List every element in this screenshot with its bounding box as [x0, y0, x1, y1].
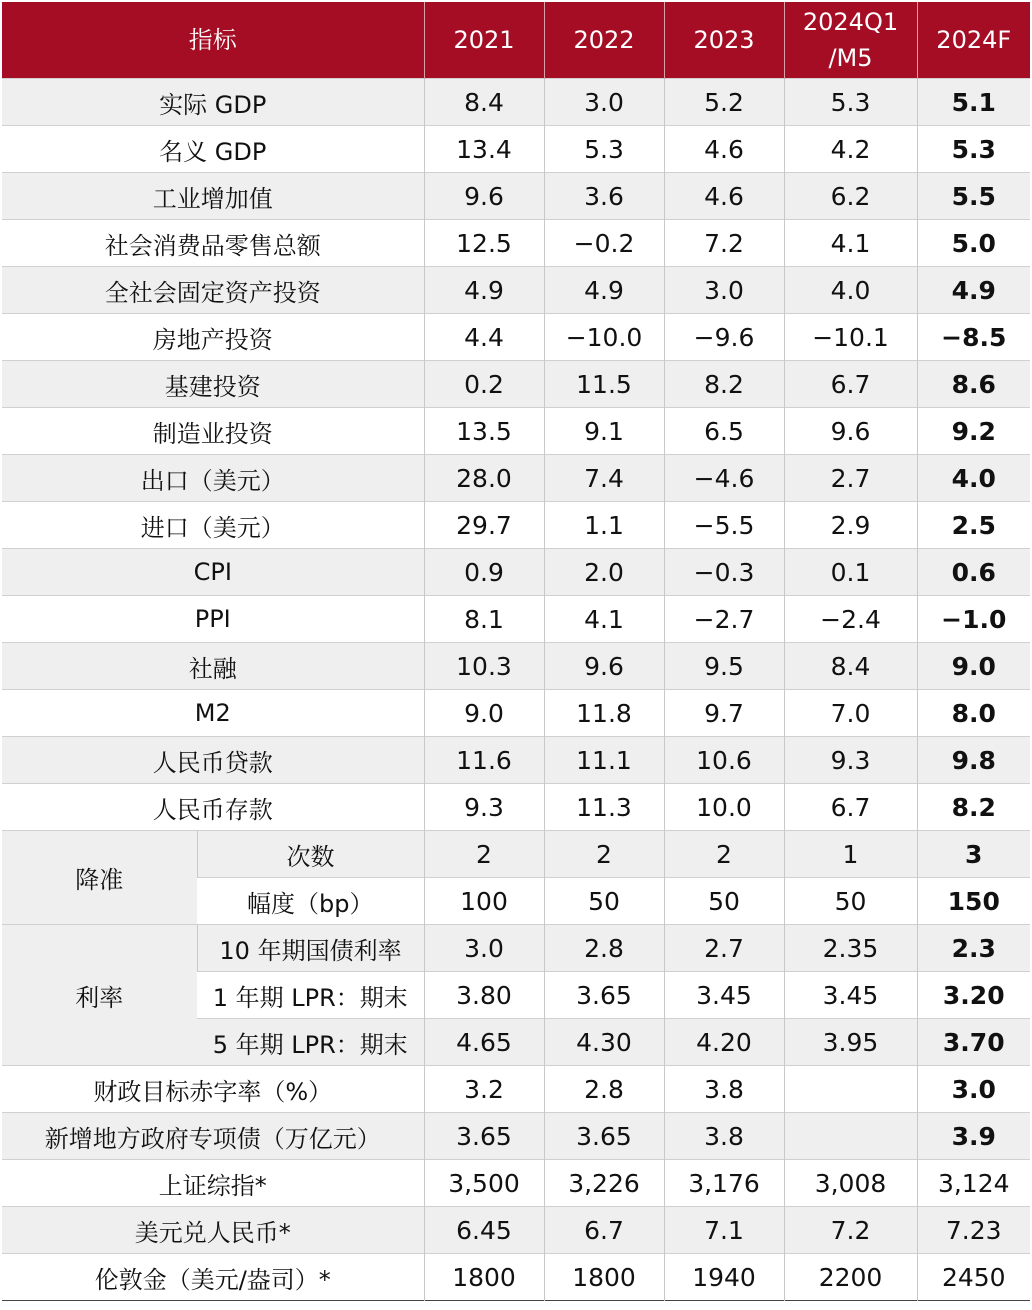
value-cell: −1.0 — [917, 596, 1030, 643]
value-cell: 7.4 — [544, 455, 664, 502]
value-cell: −0.3 — [664, 549, 784, 596]
value-cell: 9.7 — [664, 690, 784, 737]
value-cell: 7.0 — [784, 690, 917, 737]
header-2021: 2021 — [424, 2, 544, 79]
value-cell: 4.9 — [917, 267, 1030, 314]
row-label: PPI — [2, 596, 424, 643]
header-2024q1-m5 — [784, 2, 917, 79]
value-cell: 50 — [544, 878, 664, 925]
value-cell: −5.5 — [664, 502, 784, 549]
row-label: 美元兑人民币* — [2, 1207, 424, 1254]
value-cell: 8.4 — [424, 79, 544, 126]
macro-forecast-table — [2, 2, 1030, 1301]
value-cell: 9.2 — [917, 408, 1030, 455]
value-cell: 3.20 — [917, 972, 1030, 1019]
value-cell: 6.2 — [784, 173, 917, 220]
value-cell: 10.3 — [424, 643, 544, 690]
table-row — [2, 314, 1030, 361]
value-cell: 2.7 — [784, 455, 917, 502]
row-label: 伦敦金（美元/盎司）* — [2, 1254, 424, 1301]
value-cell: 2 — [664, 831, 784, 878]
table-row — [2, 690, 1030, 737]
value-cell: 3,176 — [664, 1160, 784, 1207]
value-cell: 2200 — [784, 1254, 917, 1301]
value-cell: 5.3 — [544, 126, 664, 173]
value-cell: 3.80 — [424, 972, 544, 1019]
value-cell: 3,124 — [917, 1160, 1030, 1207]
value-cell: 3.0 — [424, 925, 544, 972]
value-cell: 3 — [917, 831, 1030, 878]
value-cell: 9.0 — [424, 690, 544, 737]
table-row — [2, 1066, 1030, 1113]
value-cell: 4.2 — [784, 126, 917, 173]
value-cell: 9.3 — [784, 737, 917, 784]
value-cell: 4.9 — [544, 267, 664, 314]
table-row — [2, 173, 1030, 220]
value-cell: 150 — [917, 878, 1030, 925]
sub-row-label: 5 年期 LPR：期末 — [197, 1019, 424, 1066]
value-cell: 5.0 — [917, 220, 1030, 267]
table-row — [2, 831, 1030, 878]
row-label: 工业增加值 — [2, 173, 424, 220]
header-2022: 2022 — [544, 2, 664, 79]
value-cell: 11.3 — [544, 784, 664, 831]
value-cell: 2.3 — [917, 925, 1030, 972]
value-cell: 0.6 — [917, 549, 1030, 596]
value-cell: 2.7 — [664, 925, 784, 972]
value-cell: 1.1 — [544, 502, 664, 549]
row-label: 社融 — [2, 643, 424, 690]
value-cell: 1800 — [544, 1254, 664, 1301]
row-label: M2 — [2, 690, 424, 737]
value-cell: 0.1 — [784, 549, 917, 596]
table-row — [2, 925, 1030, 972]
value-cell: 11.1 — [544, 737, 664, 784]
value-cell: 2.8 — [544, 925, 664, 972]
value-cell: 3.0 — [544, 79, 664, 126]
value-cell: 6.45 — [424, 1207, 544, 1254]
value-cell: 8.1 — [424, 596, 544, 643]
table-row — [2, 1113, 1030, 1160]
table-row — [2, 267, 1030, 314]
value-cell: 4.6 — [664, 126, 784, 173]
value-cell: −9.6 — [664, 314, 784, 361]
value-cell: −2.4 — [784, 596, 917, 643]
value-cell: 11.5 — [544, 361, 664, 408]
table-row — [2, 79, 1030, 126]
value-cell: 10.0 — [664, 784, 784, 831]
row-label: 进口（美元） — [2, 502, 424, 549]
header-row — [2, 2, 1030, 79]
row-label: 人民币存款 — [2, 784, 424, 831]
table-row — [2, 361, 1030, 408]
row-label: 全社会固定资产投资 — [2, 267, 424, 314]
value-cell: 2.8 — [544, 1066, 664, 1113]
header-indicator: 指标 — [2, 2, 424, 79]
value-cell: −0.2 — [544, 220, 664, 267]
row-label: CPI — [2, 549, 424, 596]
row-label: 社会消费品零售总额 — [2, 220, 424, 267]
value-cell: 9.6 — [784, 408, 917, 455]
value-cell: 0.9 — [424, 549, 544, 596]
sub-row-label: 10 年期国债利率 — [197, 925, 424, 972]
value-cell: 4.1 — [544, 596, 664, 643]
value-cell: 5.3 — [917, 126, 1030, 173]
value-cell: 2 — [544, 831, 664, 878]
value-cell: 8.6 — [917, 361, 1030, 408]
row-label: 基建投资 — [2, 361, 424, 408]
value-cell: 2.5 — [917, 502, 1030, 549]
value-cell: 7.23 — [917, 1207, 1030, 1254]
value-cell: −10.0 — [544, 314, 664, 361]
value-cell: 2450 — [917, 1254, 1030, 1301]
table-row — [2, 408, 1030, 455]
value-cell: 3.0 — [917, 1066, 1030, 1113]
sub-row-label: 1 年期 LPR：期末 — [197, 972, 424, 1019]
sub-row-label: 幅度（bp） — [197, 878, 424, 925]
value-cell: 3,500 — [424, 1160, 544, 1207]
value-cell: 2.0 — [544, 549, 664, 596]
table-row — [2, 1207, 1030, 1254]
value-cell: 12.5 — [424, 220, 544, 267]
value-cell: 3,226 — [544, 1160, 664, 1207]
value-cell: −2.7 — [664, 596, 784, 643]
value-cell: 0.2 — [424, 361, 544, 408]
row-label: 制造业投资 — [2, 408, 424, 455]
value-cell: 3.6 — [544, 173, 664, 220]
sub-row-label: 次数 — [197, 831, 424, 878]
value-cell: 8.0 — [917, 690, 1030, 737]
group-label: 利率 — [2, 925, 197, 1066]
value-cell: −10.1 — [784, 314, 917, 361]
value-cell: 5.5 — [917, 173, 1030, 220]
value-cell: 1800 — [424, 1254, 544, 1301]
value-cell: 9.1 — [544, 408, 664, 455]
row-label: 人民币贷款 — [2, 737, 424, 784]
value-cell: 100 — [424, 878, 544, 925]
value-cell: 3.65 — [424, 1113, 544, 1160]
header-2024q1-m5-text: 2024Q1 /M5 — [802, 8, 899, 72]
value-cell: −4.6 — [664, 455, 784, 502]
table-row — [2, 784, 1030, 831]
value-cell: 3.95 — [784, 1019, 917, 1066]
table-row — [2, 1160, 1030, 1207]
value-cell: 6.5 — [664, 408, 784, 455]
value-cell: 11.6 — [424, 737, 544, 784]
value-cell — [784, 1113, 917, 1160]
value-cell: 9.6 — [424, 173, 544, 220]
value-cell: 2 — [424, 831, 544, 878]
value-cell: 1 — [784, 831, 917, 878]
value-cell: 3.0 — [664, 267, 784, 314]
table-row — [2, 126, 1030, 173]
value-cell: 8.2 — [917, 784, 1030, 831]
value-cell: 4.6 — [664, 173, 784, 220]
value-cell: 5.3 — [784, 79, 917, 126]
table-row — [2, 502, 1030, 549]
value-cell: −8.5 — [917, 314, 1030, 361]
table-row — [2, 549, 1030, 596]
value-cell: 9.5 — [664, 643, 784, 690]
value-cell: 11.8 — [544, 690, 664, 737]
header-2023: 2023 — [664, 2, 784, 79]
value-cell: 3.70 — [917, 1019, 1030, 1066]
value-cell: 50 — [664, 878, 784, 925]
value-cell: 5.2 — [664, 79, 784, 126]
value-cell: 4.65 — [424, 1019, 544, 1066]
value-cell: 5.1 — [917, 79, 1030, 126]
row-label: 上证综指* — [2, 1160, 424, 1207]
table-body — [2, 79, 1030, 1301]
value-cell: 9.0 — [917, 643, 1030, 690]
value-cell: 10.6 — [664, 737, 784, 784]
value-cell: 9.6 — [544, 643, 664, 690]
row-label: 新增地方政府专项债（万亿元） — [2, 1113, 424, 1160]
value-cell: 3.45 — [664, 972, 784, 1019]
value-cell: 3.45 — [784, 972, 917, 1019]
value-cell: 7.1 — [664, 1207, 784, 1254]
table-row — [2, 737, 1030, 784]
value-cell: 4.20 — [664, 1019, 784, 1066]
value-cell: 9.8 — [917, 737, 1030, 784]
row-label: 名义 GDP — [2, 126, 424, 173]
value-cell: 4.0 — [784, 267, 917, 314]
value-cell: 2.9 — [784, 502, 917, 549]
value-cell: 29.7 — [424, 502, 544, 549]
value-cell: 3.2 — [424, 1066, 544, 1113]
row-label: 出口（美元） — [2, 455, 424, 502]
value-cell: 7.2 — [664, 220, 784, 267]
value-cell: 3.65 — [544, 1113, 664, 1160]
value-cell: 6.7 — [784, 784, 917, 831]
value-cell: 4.30 — [544, 1019, 664, 1066]
row-label: 财政目标赤字率（%） — [2, 1066, 424, 1113]
table-row — [2, 220, 1030, 267]
table-row — [2, 596, 1030, 643]
value-cell: 1940 — [664, 1254, 784, 1301]
value-cell: 9.3 — [424, 784, 544, 831]
value-cell: 4.0 — [917, 455, 1030, 502]
value-cell: 28.0 — [424, 455, 544, 502]
value-cell: 3.8 — [664, 1066, 784, 1113]
value-cell: 7.2 — [784, 1207, 917, 1254]
value-cell: 6.7 — [784, 361, 917, 408]
value-cell: 8.4 — [784, 643, 917, 690]
value-cell: 3.8 — [664, 1113, 784, 1160]
value-cell: 2.35 — [784, 925, 917, 972]
value-cell — [784, 1066, 917, 1113]
row-label: 房地产投资 — [2, 314, 424, 361]
table-row — [2, 643, 1030, 690]
value-cell: 6.7 — [544, 1207, 664, 1254]
value-cell: 3.9 — [917, 1113, 1030, 1160]
value-cell: 50 — [784, 878, 917, 925]
value-cell: 13.4 — [424, 126, 544, 173]
header-2024f: 2024F — [917, 2, 1030, 79]
value-cell: 3.65 — [544, 972, 664, 1019]
row-label: 实际 GDP — [2, 79, 424, 126]
value-cell: 13.5 — [424, 408, 544, 455]
table-row — [2, 1254, 1030, 1301]
value-cell: 4.1 — [784, 220, 917, 267]
value-cell: 3,008 — [784, 1160, 917, 1207]
value-cell: 4.9 — [424, 267, 544, 314]
table-row — [2, 455, 1030, 502]
group-label: 降准 — [2, 831, 197, 925]
value-cell: 8.2 — [664, 361, 784, 408]
value-cell: 4.4 — [424, 314, 544, 361]
